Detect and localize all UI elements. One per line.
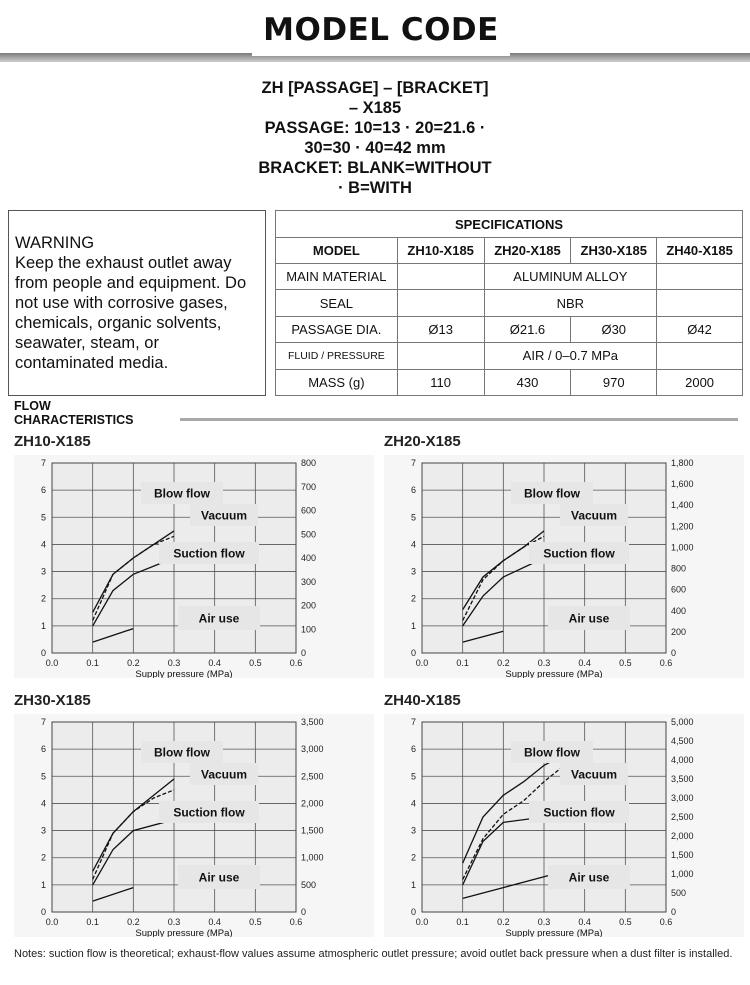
- specs-cell-empty: [397, 264, 484, 290]
- y-left-tick-label: 0: [410, 907, 416, 917]
- y-left-tick-label: 1: [410, 879, 416, 890]
- y-left-tick-label: 6: [410, 744, 416, 755]
- y-left-tick-label: 1: [40, 620, 46, 631]
- y-right-tick-label: 3,000: [671, 793, 694, 803]
- y-right-tick-label: 1,200: [671, 521, 694, 532]
- x-tick-label: 0.0: [45, 917, 59, 927]
- x-tick-label: 0.1: [456, 917, 469, 927]
- y-left-tick-label: 5: [40, 512, 46, 523]
- x-axis-label: Supply pressure (MPa): [505, 669, 603, 678]
- specs-header-model: MODEL: [276, 238, 398, 264]
- y-left-tick-label: 3: [40, 825, 46, 836]
- y-right-tick-label: 1,000: [671, 869, 694, 879]
- y-right-tick-label: 0: [671, 907, 677, 917]
- x-tick-label: 0.1: [86, 917, 99, 927]
- y-left-tick-label: 3: [410, 825, 416, 836]
- specs-label-fluid: FLUID / PRESSURE: [276, 343, 398, 369]
- y-left-tick-label: 4: [40, 798, 46, 809]
- y-left-tick-label: 2: [40, 852, 46, 863]
- y-right-tick-label: 2,500: [301, 771, 324, 782]
- specs-label-mass: MASS (g): [276, 369, 398, 395]
- specs-cell-empty: [657, 290, 743, 316]
- y-right-tick-label: 1,500: [301, 825, 324, 836]
- model-code-line: PASSAGE: 10=13 · 20=21.6 ·: [264, 119, 486, 137]
- warning-title: WARNING: [15, 234, 95, 252]
- series-label: Air use: [568, 611, 610, 626]
- y-left-tick-label: 5: [40, 771, 46, 782]
- specs-value-mass-zh10: 110: [397, 369, 484, 395]
- series-label: Vacuum: [570, 508, 618, 523]
- series-label: Suction flow: [173, 546, 245, 561]
- y-right-tick-label: 0: [301, 907, 307, 917]
- chart-title: ZH20-X185: [384, 433, 461, 450]
- x-tick-label: 0.6: [289, 658, 303, 668]
- y-right-tick-label: 100: [301, 624, 317, 635]
- x-tick-label: 0.5: [619, 658, 632, 668]
- flow-chart-zh30: [14, 692, 374, 937]
- series-label: Blow flow: [154, 745, 210, 760]
- x-tick-label: 0.1: [86, 658, 99, 668]
- chart-panel-zh40: [384, 692, 744, 937]
- specs-value-passage-zh30: Ø30: [571, 316, 657, 342]
- warning-box: [8, 210, 266, 396]
- x-tick-label: 0.6: [659, 658, 673, 668]
- x-tick-label: 0.6: [659, 917, 673, 927]
- y-right-tick-label: 500: [671, 888, 687, 898]
- chart-title: ZH40-X185: [384, 692, 461, 709]
- y-right-tick-label: 3,000: [301, 744, 324, 755]
- x-axis-label: Supply pressure (MPa): [505, 928, 603, 937]
- specs-caption: SPECIFICATIONS: [276, 211, 743, 238]
- y-left-tick-label: 5: [410, 512, 416, 523]
- specs-value-fluid: AIR / 0–0.7 MPa: [484, 343, 657, 369]
- specs-label-passage: PASSAGE DIA.: [276, 316, 398, 342]
- x-tick-label: 0.0: [415, 917, 429, 927]
- x-tick-label: 0.6: [289, 917, 303, 927]
- y-right-tick-label: 3,500: [301, 717, 324, 727]
- x-tick-label: 0.3: [167, 917, 181, 927]
- specs-header-zh40: ZH40-X185: [657, 238, 743, 264]
- y-left-tick-label: 5: [410, 771, 416, 782]
- x-tick-label: 0.2: [497, 658, 510, 668]
- series-label: Suction flow: [543, 546, 615, 561]
- y-right-tick-label: 400: [301, 553, 317, 563]
- y-left-tick-label: 7: [410, 458, 416, 468]
- specifications-table: [275, 210, 743, 396]
- specs-value-passage-zh20: Ø21.6: [484, 316, 571, 342]
- y-right-tick-label: 3,500: [671, 774, 694, 784]
- x-tick-label: 0.2: [127, 658, 140, 668]
- y-left-tick-label: 4: [410, 539, 416, 550]
- x-axis-label: Supply pressure (MPa): [135, 669, 233, 678]
- y-left-tick-label: 7: [40, 717, 46, 727]
- y-right-tick-label: 600: [671, 584, 687, 595]
- specs-value-passage-zh10: Ø13: [397, 316, 484, 342]
- y-left-tick-label: 4: [410, 798, 416, 809]
- y-right-tick-label: 2,000: [671, 831, 694, 841]
- model-code-line: BRACKET: BLANK=WITHOUT: [258, 159, 492, 177]
- specs-header-zh30: ZH30-X185: [571, 238, 657, 264]
- y-left-tick-label: 1: [410, 620, 416, 631]
- y-right-tick-label: 5,000: [671, 717, 694, 727]
- warning-text: Keep the exhaust outlet away from people and equipment. Do not use with corrosive gases, chemicals, organic solvents, seawater, steam, or contaminated media.: [15, 254, 247, 372]
- y-right-tick-label: 200: [301, 600, 317, 611]
- series-label: Vacuum: [200, 508, 248, 523]
- y-left-tick-label: 3: [410, 566, 416, 577]
- y-right-tick-label: 1,000: [301, 852, 324, 863]
- model-code-line: · B=WITH: [338, 179, 412, 197]
- specs-header-zh20: ZH20-X185: [484, 238, 571, 264]
- model-code-block: [210, 78, 540, 198]
- y-left-tick-label: 7: [410, 717, 416, 727]
- specs-label-seal: SEAL: [276, 290, 398, 316]
- specs-value-seal: NBR: [484, 290, 657, 316]
- y-left-tick-label: 0: [40, 648, 46, 658]
- x-tick-label: 0.3: [537, 917, 551, 927]
- x-tick-label: 0.5: [249, 658, 262, 668]
- y-left-tick-label: 2: [410, 852, 416, 863]
- series-label: Vacuum: [570, 767, 618, 782]
- specs-value-mass-zh20: 430: [484, 369, 571, 395]
- y-left-tick-label: 0: [40, 907, 46, 917]
- specs-label-material: MAIN MATERIAL: [276, 264, 398, 290]
- x-tick-label: 0.0: [415, 658, 429, 668]
- page-title: MODEL CODE: [263, 12, 499, 48]
- y-left-tick-label: 6: [410, 485, 416, 496]
- specs-value-mass-zh40: 2000: [657, 369, 743, 395]
- series-label: Vacuum: [200, 767, 248, 782]
- specs-cell-empty: [657, 343, 743, 369]
- x-tick-label: 0.4: [208, 658, 221, 668]
- model-code-line: 30=30 · 40=42 mm: [304, 139, 446, 157]
- flow-title-line: FLOW: [14, 399, 51, 413]
- y-right-tick-label: 400: [671, 605, 687, 616]
- specs-cell-empty: [657, 264, 743, 290]
- x-tick-label: 0.4: [578, 658, 591, 668]
- y-left-tick-label: 1: [40, 879, 46, 890]
- notes-text: Notes: suction flow is theoretical; exhaust-flow values assume atmospheric outlet pressure; avoid outlet back pressure when a dust filter is installed.: [14, 948, 733, 960]
- chart-title: ZH10-X185: [14, 433, 91, 450]
- y-left-tick-label: 3: [40, 566, 46, 577]
- y-right-tick-label: 800: [671, 563, 687, 574]
- y-right-tick-label: 1,000: [671, 542, 694, 553]
- model-code-line: ZH [PASSAGE] – [BRACKET]: [261, 79, 489, 97]
- y-left-tick-label: 0: [410, 648, 416, 658]
- specs-value-mass-zh30: 970: [571, 369, 657, 395]
- specs-cell-empty: [397, 290, 484, 316]
- flow-chart-zh10: [14, 433, 374, 678]
- y-right-tick-label: 800: [301, 458, 317, 468]
- x-tick-label: 0.2: [127, 917, 140, 927]
- x-tick-label: 0.3: [167, 658, 181, 668]
- series-label: Air use: [568, 870, 610, 885]
- series-label: Blow flow: [524, 745, 580, 760]
- flow-title-line: CHARACTERISTICS: [14, 413, 134, 427]
- series-label: Suction flow: [543, 805, 615, 820]
- y-right-tick-label: 700: [301, 481, 317, 492]
- specs-cell-empty: [397, 343, 484, 369]
- y-right-tick-label: 500: [301, 879, 317, 890]
- chart-panel-zh30: [14, 692, 374, 937]
- y-right-tick-label: 1,500: [671, 850, 694, 860]
- x-tick-label: 0.0: [45, 658, 59, 668]
- flow-chart-zh20: [384, 433, 744, 678]
- y-right-tick-label: 500: [301, 529, 317, 540]
- specs-value-material: ALUMINUM ALLOY: [484, 264, 657, 290]
- series-label: Air use: [198, 611, 240, 626]
- y-right-tick-label: 1,800: [671, 458, 694, 468]
- x-tick-label: 0.3: [537, 658, 551, 668]
- y-right-tick-label: 200: [671, 626, 687, 637]
- header-title-box: [252, 4, 510, 56]
- y-right-tick-label: 4,000: [671, 755, 694, 765]
- x-tick-label: 0.4: [578, 917, 591, 927]
- y-right-tick-label: 1,400: [671, 500, 694, 511]
- y-right-tick-label: 600: [301, 505, 317, 516]
- y-right-tick-label: 1,600: [671, 479, 694, 490]
- y-left-tick-label: 4: [40, 539, 46, 550]
- y-right-tick-label: 2,000: [301, 798, 324, 809]
- specs-value-passage-zh40: Ø42: [657, 316, 743, 342]
- series-label: Blow flow: [154, 486, 210, 501]
- x-tick-label: 0.5: [249, 917, 262, 927]
- chart-title: ZH30-X185: [14, 692, 91, 709]
- y-right-tick-label: 4,500: [671, 736, 694, 746]
- model-code-line: – X185: [348, 99, 402, 117]
- flow-section-title: [14, 399, 133, 427]
- x-axis-label: Supply pressure (MPa): [135, 928, 233, 937]
- flow-section-rule: [180, 418, 738, 421]
- chart-panel-zh10: [14, 433, 374, 678]
- series-label: Blow flow: [524, 486, 580, 501]
- y-left-tick-label: 6: [40, 744, 46, 755]
- y-left-tick-label: 7: [40, 458, 46, 468]
- series-label: Air use: [198, 870, 240, 885]
- y-right-tick-label: 2,500: [671, 812, 694, 822]
- y-right-tick-label: 0: [671, 648, 677, 658]
- x-tick-label: 0.1: [456, 658, 469, 668]
- series-label: Suction flow: [173, 805, 245, 820]
- chart-panel-zh20: [384, 433, 744, 678]
- specs-header-zh10: ZH10-X185: [397, 238, 484, 264]
- flow-chart-zh40: [384, 692, 744, 937]
- y-right-tick-label: 300: [301, 576, 317, 587]
- x-tick-label: 0.5: [619, 917, 632, 927]
- y-right-tick-label: 0: [301, 648, 307, 658]
- y-left-tick-label: 2: [40, 593, 46, 604]
- y-left-tick-label: 6: [40, 485, 46, 496]
- y-left-tick-label: 2: [410, 593, 416, 604]
- x-tick-label: 0.4: [208, 917, 221, 927]
- x-tick-label: 0.2: [497, 917, 510, 927]
